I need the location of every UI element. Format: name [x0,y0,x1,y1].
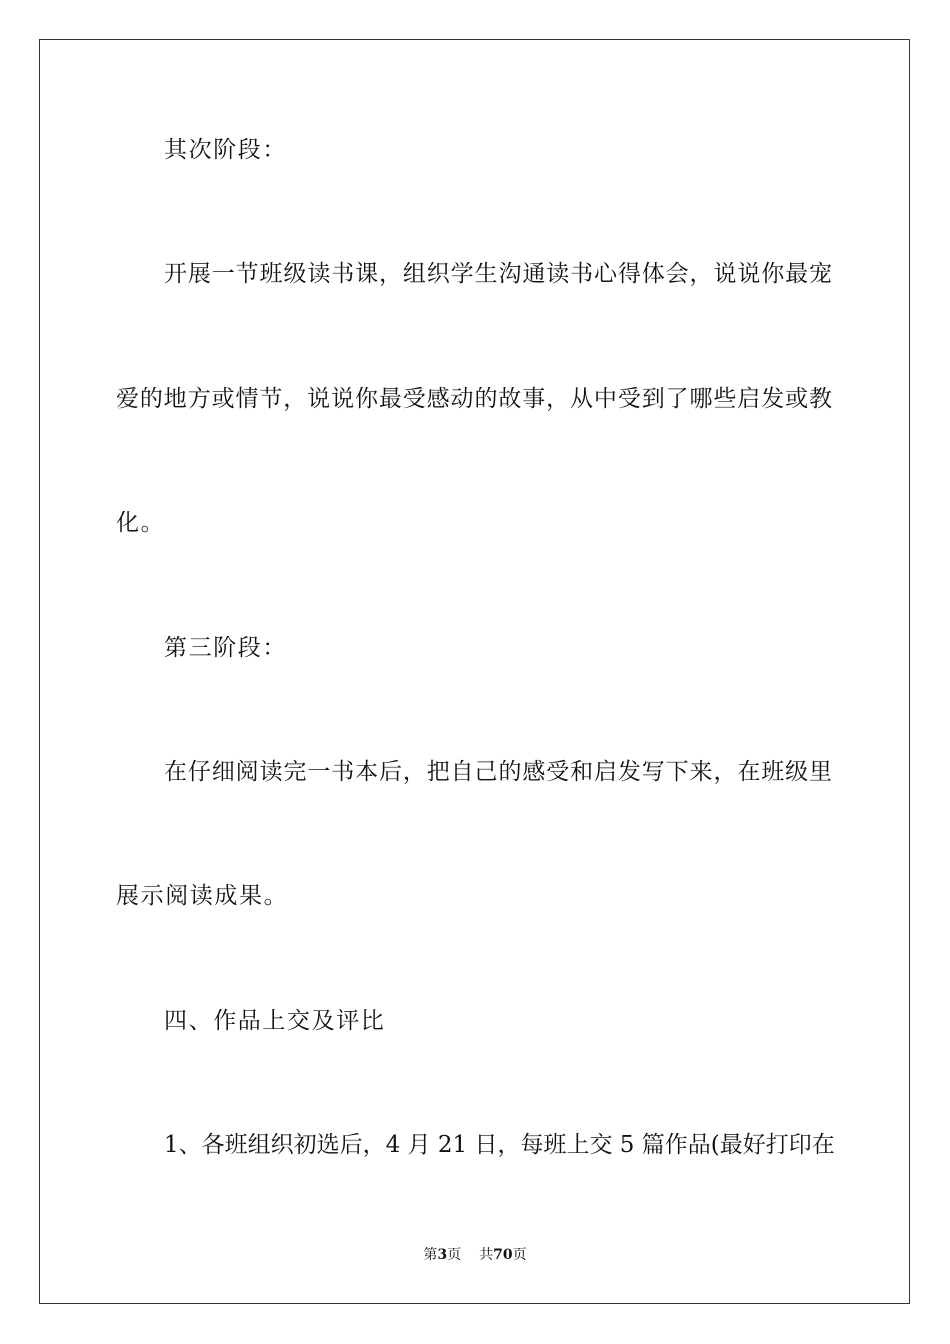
paragraph-line: 化。 [116,510,166,536]
section-heading: 四、作品上交及评比 [164,1008,386,1034]
footer-total-suffix: 页 [512,1247,527,1263]
page-border [39,39,910,1304]
paragraph-heading-stage-2: 其次阶段： [164,137,287,163]
footer-page-number: 3 [437,1247,448,1263]
paragraph-line: 爱的地方或情节，说说你最受感动的故事，从中受到了哪些启发或教 [116,386,832,412]
footer-page-suffix: 页 [447,1247,462,1263]
paragraph-heading-stage-3: 第三阶段： [164,635,287,661]
paragraph-line: 1、各班组织初选后，4 月 21 日，每班上交 5 篇作品(最好打印在 [164,1132,835,1158]
footer-total-pages: 70 [493,1247,513,1263]
paragraph-line: 开展一节班级读书课，组织学生沟通读书心得体会，说说你最宠 [164,261,832,287]
footer-page-prefix: 第 [423,1247,438,1263]
paragraph-line: 展示阅读成果。 [116,883,289,909]
paragraph-line: 在仔细阅读完一书本后，把自己的感受和启发写下来，在班级里 [164,759,832,785]
footer-total-prefix: 共 [479,1247,494,1263]
page-footer [0,1246,950,1264]
